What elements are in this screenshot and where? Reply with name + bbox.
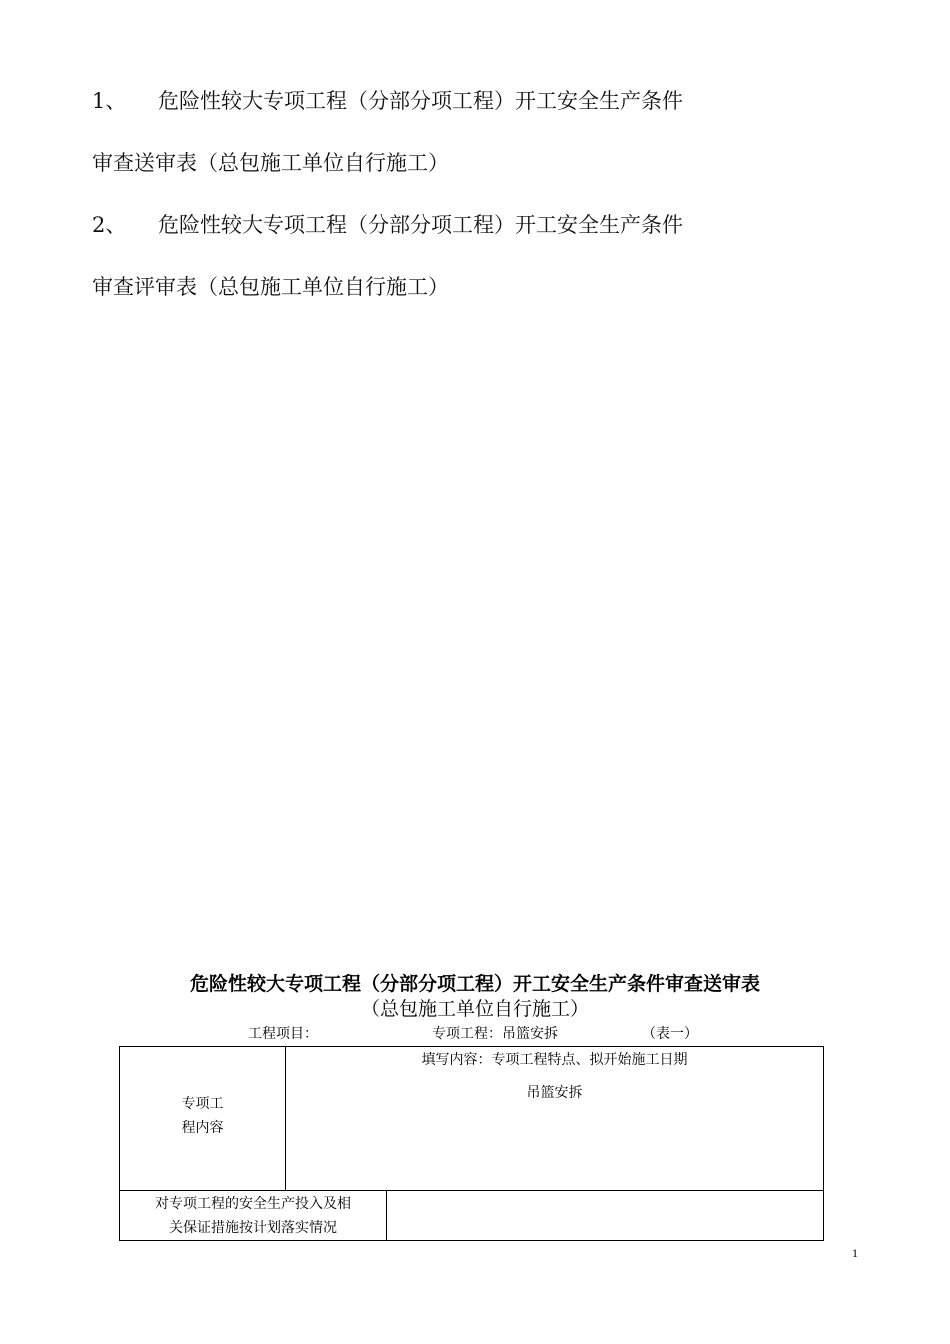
intro-item-2-text: 危险性较大专项工程（分部分项工程）开工安全生产条件 (158, 213, 683, 237)
intro-item-2-number: 2、 (92, 213, 127, 237)
form-subtitle: （总包施工单位自行施工） (360, 998, 589, 1020)
intro-item-2-line-2: 审查评审表（总包施工单位自行施工） (92, 275, 449, 299)
row2-label (120, 1192, 386, 1240)
row1-label-line-1: 专项工 (181, 1096, 224, 1112)
special-project-label: 专项工程：吊篮安拆 (432, 1026, 558, 1042)
row1-hint: 填写内容：专项工程特点、拟开始施工日期 (421, 1052, 688, 1068)
row1-label (120, 1092, 285, 1140)
intro-item-1-line-1 (92, 86, 683, 116)
intro-item-1-text: 危险性较大专项工程（分部分项工程）开工安全生产条件 (158, 89, 683, 113)
row2-label-line-1: 对专项工程的安全生产投入及相 (155, 1196, 351, 1212)
intro-item-1-number: 1、 (92, 89, 127, 113)
row1-label-line-2: 程内容 (181, 1120, 224, 1136)
row2-value[interactable] (387, 1192, 823, 1240)
row2-label-line-2: 关保证措施按计划落实情况 (169, 1220, 337, 1236)
row-divider (119, 1190, 824, 1191)
form-title: 危险性较大专项工程（分部分项工程）开工安全生产条件审查送审表 (189, 973, 760, 995)
row1-value[interactable]: 吊篮安拆 (526, 1085, 583, 1101)
project-label: 工程项目： (248, 1026, 318, 1042)
intro-item-1-line-2: 审查送审表（总包施工单位自行施工） (92, 151, 449, 175)
intro-item-2-line-1 (92, 210, 683, 240)
table-number: （表一） (642, 1026, 698, 1042)
page-number: 1 (852, 1246, 858, 1260)
